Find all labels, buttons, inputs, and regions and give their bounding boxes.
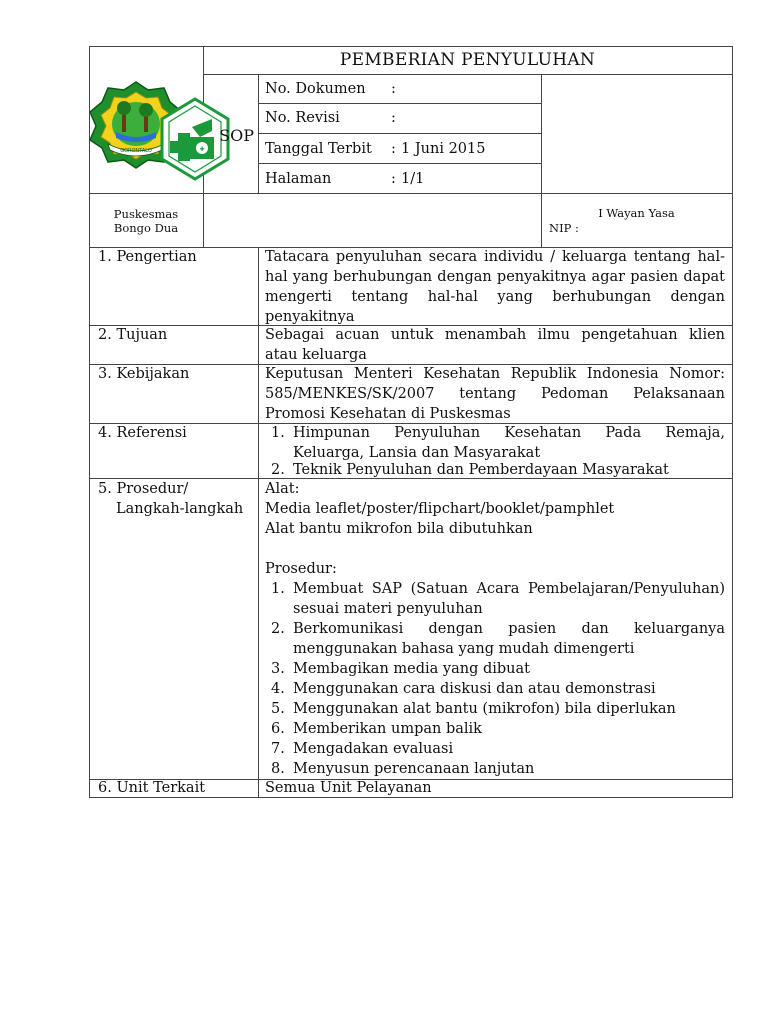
field-sep: :	[391, 141, 396, 157]
sop-label: SOP	[219, 126, 254, 145]
list-item: Teknik Penyuluhan dan Pemberdayaan Masyarakat	[293, 462, 669, 478]
step-item: Membagikan media yang dibuat	[293, 661, 530, 677]
text-line: 585/MENKES/SK/2007 tentang Pedoman Pelaksanaan	[265, 386, 725, 402]
text-line: Keluarga, Lansia dan Masyarakat	[293, 445, 541, 461]
section-label-prosedur-line2: Langkah-langkah	[116, 501, 244, 517]
step-number: 3.	[271, 661, 285, 677]
section-label-prosedur: 5. Prosedur/	[98, 481, 189, 497]
step-item	[293, 619, 725, 659]
step-number: 1.	[271, 581, 285, 597]
section-label-unit-terkait: 6. Unit Terkait	[98, 780, 206, 796]
step-number: 7.	[271, 741, 285, 757]
header-bottom-line	[89, 193, 733, 194]
signer-nip: NIP :	[549, 221, 579, 235]
svg-text:✚: ✚	[199, 146, 205, 153]
step-number: 2.	[271, 621, 285, 637]
step-number: 6.	[271, 721, 285, 737]
list-item	[293, 423, 725, 463]
section-label-pengertian: 1. Pengertian	[98, 249, 197, 265]
field-sep: :	[391, 171, 396, 187]
field-row-line-2	[258, 133, 541, 134]
text-line: sesuai materi penyuluhan	[293, 601, 483, 617]
table-top-border	[89, 46, 733, 47]
text-line: Promosi Kesehatan di Puskesmas	[265, 406, 511, 422]
section-label-referensi: 4. Referensi	[98, 425, 187, 441]
section-text-unit-terkait: Semua Unit Pelayanan	[265, 780, 432, 796]
step-item: Mengadakan evaluasi	[293, 741, 454, 757]
text-line: hal yang berhubungan dengan penyakitnya agar pasien dapat	[265, 269, 725, 285]
field-label: Tanggal Terbit	[265, 141, 372, 157]
field-label: Halaman	[265, 171, 332, 187]
field-row-line-1	[258, 103, 541, 104]
table-right-border	[732, 46, 733, 798]
emblem-banner-text: GORONTALO	[120, 148, 152, 154]
text-line: Tatacara penyuluhan secara individu / keluarga tentang hal-	[265, 249, 725, 265]
section-text-tujuan	[265, 325, 725, 365]
step-item: Menggunakan cara diskusi dan atau demonstrasi	[293, 681, 656, 697]
step-number: 5.	[271, 701, 285, 717]
prosedur-heading: Prosedur:	[265, 561, 337, 577]
field-value: 1 Juni 2015	[401, 141, 486, 157]
text-line: atau keluarga	[265, 347, 367, 363]
list-number: 1.	[271, 425, 285, 441]
section-text-pengertian	[265, 247, 725, 327]
text-line: menggunakan bahasa yang mudah dimengerti	[293, 641, 635, 657]
org-name-line2: Bongo Dua	[113, 221, 179, 235]
list-number: 2.	[271, 462, 285, 478]
document-title: PEMBERIAN PENYULUHAN	[339, 50, 596, 70]
field-sep: :	[391, 110, 396, 126]
alat-line: Alat bantu mikrofon bila dibutuhkan	[265, 521, 533, 537]
text-line: Membuat SAP (Satuan Acara Pembelajaran/Penyuluhan)	[293, 581, 725, 597]
field-label: No. Revisi	[265, 110, 340, 126]
signer-name: I Wayan Yasa	[598, 206, 675, 220]
step-item	[293, 579, 725, 619]
step-number: 8.	[271, 761, 285, 777]
title-underline	[203, 74, 732, 75]
body-column-divider	[258, 247, 259, 798]
text-line: Himpunan Penyuluhan Kesehatan Pada Remaja,	[293, 425, 725, 441]
text-line: Keputusan Menteri Kesehatan Republik Indonesia Nomor:	[265, 366, 725, 382]
section-label-tujuan: 2. Tujuan	[98, 327, 168, 343]
text-line: Berkomunikasi dengan pasien dan keluarganya	[293, 621, 725, 637]
fields-right-divider	[541, 74, 542, 247]
text-line: penyakitnya	[265, 309, 355, 325]
field-sep: :	[391, 81, 396, 97]
field-row-line-3	[258, 163, 541, 164]
field-label: No. Dokumen	[265, 81, 366, 97]
alat-line: Media leaflet/poster/flipchart/booklet/pamphlet	[265, 501, 615, 517]
text-line: mengerti tentang hal-hal yang berhubungan dengan	[265, 289, 725, 305]
text-line: Sebagai acuan untuk menambah ilmu pengetahuan klien	[265, 327, 725, 343]
step-item: Memberikan umpan balik	[293, 721, 482, 737]
section-text-kebijakan	[265, 364, 725, 424]
org-name-line1: Puskesmas	[113, 207, 179, 221]
step-item: Menggunakan alat bantu (mikrofon) bila diperlukan	[293, 701, 676, 717]
section-label-kebijakan: 3. Kebijakan	[98, 366, 190, 382]
field-value: 1/1	[401, 171, 425, 187]
step-number: 4.	[271, 681, 285, 697]
step-item: Menyusun perencanaan lanjutan	[293, 761, 535, 777]
alat-heading: Alat:	[265, 481, 300, 497]
